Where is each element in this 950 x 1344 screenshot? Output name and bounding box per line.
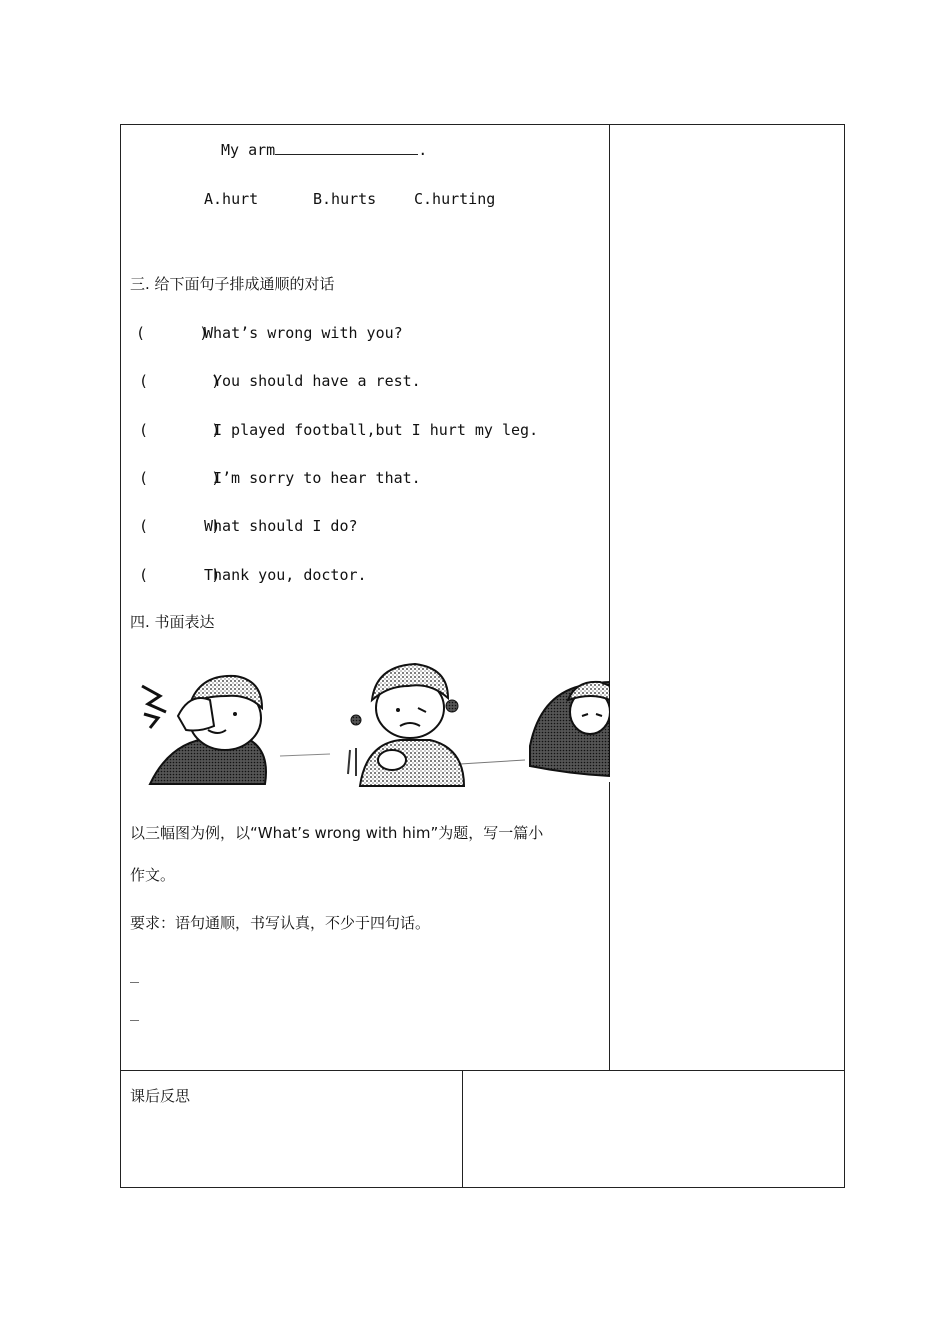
option-c: C.hurting [414, 190, 496, 208]
row-divider [120, 1070, 845, 1071]
option-b: B.hurts [313, 190, 377, 208]
boy-in-bed [530, 682, 610, 776]
sick-boys-illustration [130, 656, 610, 798]
dialogue-paren-1: ( ) [136, 324, 209, 342]
essay-prompt-line2: 作文。 [130, 866, 176, 884]
section3-title: 三. 给下面句子排成通顺的对话 [130, 275, 335, 293]
dialogue-paren-4: ( ) [139, 469, 221, 487]
dialogue-paren-6: ( ) [139, 566, 221, 584]
dialogue-text-1: What’s wrong with you? [204, 324, 403, 342]
dialogue-text-5: What should I do? [204, 517, 358, 535]
column-divider [609, 124, 610, 1070]
illustration-strip [130, 656, 610, 798]
question-stem [221, 140, 427, 160]
essay-prompt-line1: 以三幅图为例，以“What’s wrong with him”为题，写一篇小 [130, 824, 544, 842]
answer-blank [275, 140, 418, 155]
dialogue-text-2: You should have a rest. [213, 372, 421, 390]
reflection-divider [462, 1070, 463, 1188]
dialogue-paren-3: ( ) [139, 421, 221, 439]
boy-arm-hurt [348, 664, 464, 786]
answer-line-2: _ [130, 1003, 140, 1021]
reflection-label: 课后反思 [130, 1087, 191, 1105]
section4-title: 四. 书面表达 [130, 613, 215, 631]
dialogue-text-3: I played football,but I hurt my leg. [213, 421, 539, 439]
dialogue-text-6: Thank you, doctor. [204, 566, 367, 584]
dialogue-paren-5: ( ) [139, 517, 221, 535]
dialogue-paren-2: ( ) [139, 372, 221, 390]
boy-headache [142, 676, 266, 784]
option-a: A.hurt [204, 190, 259, 208]
answer-line-1: _ [130, 965, 140, 983]
dialogue-text-4: I’m sorry to hear that. [213, 469, 421, 487]
stem-prefix: My arm [221, 141, 276, 159]
stem-suffix: . [418, 141, 428, 159]
essay-requirement: 要求：语句通顺，书写认真，不少于四句话。 [130, 914, 431, 932]
